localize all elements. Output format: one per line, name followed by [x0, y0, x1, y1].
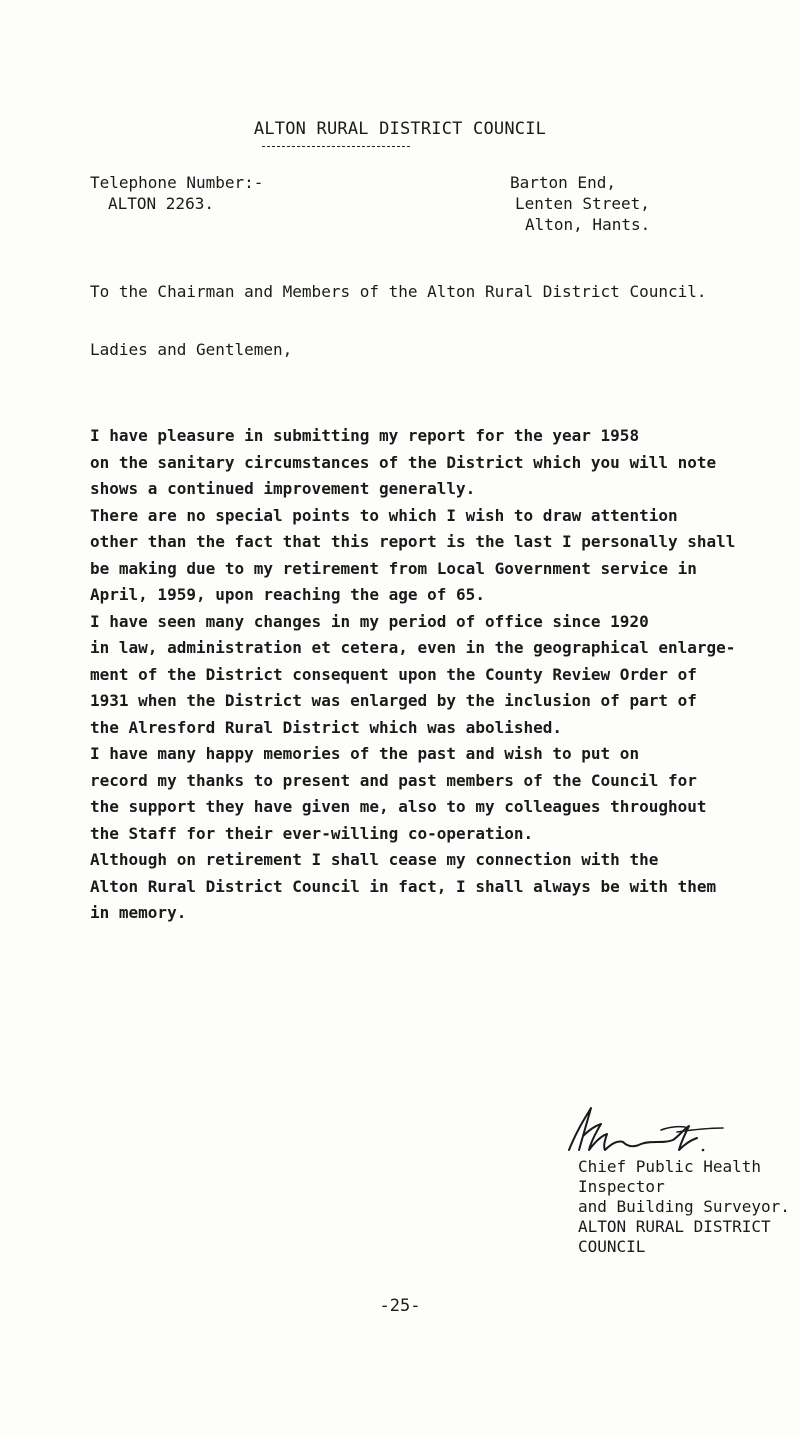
addressee-line: To the Chairman and Members of the Alton Rural District Council. [90, 282, 707, 301]
body-line: Alton Rural District Council in fact, I shall always be with them [90, 876, 717, 896]
page-title: ALTON RURAL DISTRICT COUNCIL [253, 119, 547, 139]
body-line: I have seen many changes in my period of office since 1920 [90, 611, 649, 631]
address-line: Barton End, [510, 173, 616, 192]
body-line: shows a continued improvement generally. [90, 479, 476, 498]
body-line: record my thanks to present and past members of the Council for [90, 770, 697, 790]
body-line: 1931 when the District was enlarged by the inclusion of part of [90, 691, 697, 710]
body-line: in memory. [90, 903, 187, 922]
body-line: the support they have given me, also to my colleagues throughout [90, 797, 707, 816]
body-line: I have pleasure in submitting my report for the year 1958 [90, 426, 640, 445]
signature-block [578, 1157, 800, 1257]
address-block [510, 172, 650, 235]
signatory-council: ALTON RURAL DISTRICT COUNCIL [578, 1217, 771, 1256]
page-number: -25- [379, 1296, 421, 1316]
letter-body [90, 423, 790, 927]
body-line: ment of the District consequent upon the County Review Order of [90, 664, 697, 684]
body-line: the Staff for their ever-willing co-operation. [90, 823, 534, 843]
greeting: Ladies and Gentlemen, [90, 340, 293, 359]
address-line: Lenten Street, [515, 194, 650, 213]
body-line: in law, administration et cetera, even in the geographical enlarge- [90, 638, 736, 657]
title-underline [262, 146, 410, 147]
body-line: There are no special points to which I wish to draw attention [90, 505, 678, 525]
address-line: Alton, Hants. [525, 215, 651, 234]
telephone-number: ALTON 2263. [108, 194, 214, 213]
body-line: be making due to my retirement from Local Government service in [90, 558, 697, 578]
body-line: other than the fact that this report is the last I personally shall [90, 532, 736, 551]
handwritten-signature [565, 1100, 725, 1158]
telephone-label: Telephone Number:- [90, 173, 264, 192]
signatory-title: and Building Surveyor. [578, 1197, 790, 1216]
body-line: on the sanitary circumstances of the District which you will note [90, 452, 717, 472]
body-line: April, 1959, upon reaching the age of 65. [90, 585, 485, 604]
body-line: I have many happy memories of the past and wish to put on [90, 744, 640, 763]
signatory-title: Chief Public Health Inspector [578, 1157, 762, 1196]
body-line: the Alresford Rural District which was abolished. [90, 717, 563, 737]
telephone-block [90, 172, 263, 214]
body-line: Although on retirement I shall cease my connection with the [90, 850, 659, 869]
